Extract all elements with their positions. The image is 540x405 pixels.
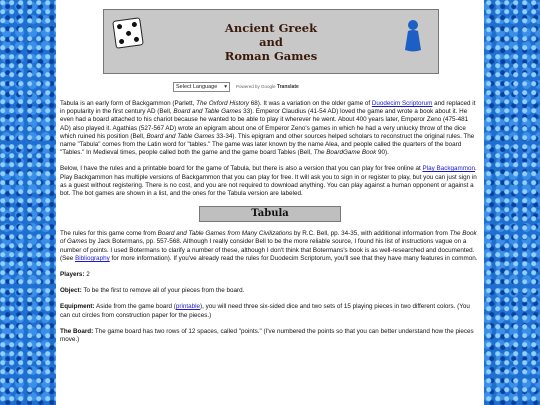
- printable-link[interactable]: printable: [175, 303, 200, 311]
- translate-widget: [173, 81, 299, 93]
- equipment-paragraph: Equipment: Aside from the game board (printable), you will need three six-sided dice and two sets of 15 playing pieces in two different colors. (You can cut circles from construction paper for the pieces.): [60, 303, 470, 319]
- language-select-label: Select Language: [176, 84, 218, 90]
- translate-label: Translate: [276, 84, 299, 90]
- rules-source-paragraph: The rules for this game come from Board and Table Games from Many Civilizations by R.C. Bell, pp. 34-35, with additional information from The Book of Games by Jack Botermans, pp. 557-568. Although I really consider Bell to be the more reliable source, I found his list of instructions vague on a number of points. I used Botermans to clarify a number of these, although I don't think that Botermans's book is as well-researched and documented. (See Bibliography for more information). If you've already read the rules for Duodecim Scriptorum, you'll see that they have many features in common.: [60, 230, 478, 262]
- section-heading: Tabula: [199, 206, 341, 222]
- bibliography-link[interactable]: Bibliography: [75, 254, 110, 262]
- powered-by-label: Powered by: [236, 84, 260, 89]
- site-banner[interactable]: [103, 9, 439, 74]
- intro-paragraph-1: Tabula is an early form of Backgammon (Parlett, The Oxford History 68). It was a variation on the older game of Duodecim Scriptorum and replaced it in popularity in the first century AD (Bell, Board and Table Games 33). Emperor Claudius (41-54 AD) loved the game and wrote a book about it. He even had a board attached to his chariot because he wanted to be able to play it wherever he went. About 400 years later, Emperor Zeno (475-481 AD) also played it. Agathias (527-567 AD) wrote an epigram about one of Emperor Zeno's games in which he had a very unlucky throw of the dice which ruined his position (Bell, Board and Table Games 33-34). This epigram and other sources helped scholars to reconstruct the original rules. The name "Tabula" comes from the Latin word for "tables." The game was later known by the name Alea, and people called the quarters of the board "Tables." In Medieval times, people called both the game and the game board Tables (Bell, The BoardGame Book 90).: [60, 100, 476, 157]
- pawn-icon: [402, 19, 424, 53]
- site-title: [104, 21, 438, 63]
- powered-by-google[interactable]: [236, 84, 299, 90]
- google-logo: Google: [261, 84, 276, 89]
- article-content: [60, 100, 480, 352]
- players-paragraph: Players: 2: [60, 271, 90, 279]
- duodecim-scriptorum-link[interactable]: Duodecim Scriptorum: [371, 100, 433, 107]
- site-title-line-2: and: [259, 35, 283, 49]
- language-select[interactable]: [173, 82, 230, 92]
- object-paragraph: Object: To be the first to remove all of your pieces from the board.: [60, 287, 245, 295]
- chevron-down-icon: ▾: [224, 84, 227, 90]
- intro-paragraph-2: Below, I have the rules and a printable board for the game of Tabula, but there is also a version that you can play for free online at Play Backgammon. Play Backgammon has multiple versions of Backgammon that you can play for free. It will ask you to sign in or register to play, but you can just sign in as a guest without registering. There is no cost, and you are not required to download anything. You can play against a human opponent or against a bot. The bot games are shown in a list, and the ones for the Tabula version are labeled.: [60, 165, 477, 198]
- play-backgammon-link[interactable]: Play Backgammon: [422, 165, 476, 173]
- page-container: [56, 0, 484, 405]
- site-title-line-1: Ancient Greek: [224, 21, 318, 35]
- site-title-line-3: Roman Games: [224, 49, 318, 63]
- board-paragraph: The Board: The game board has two rows of 12 spaces, called "points." (I've numbered the points so that you can better understand how the pieces move.): [60, 327, 474, 344]
